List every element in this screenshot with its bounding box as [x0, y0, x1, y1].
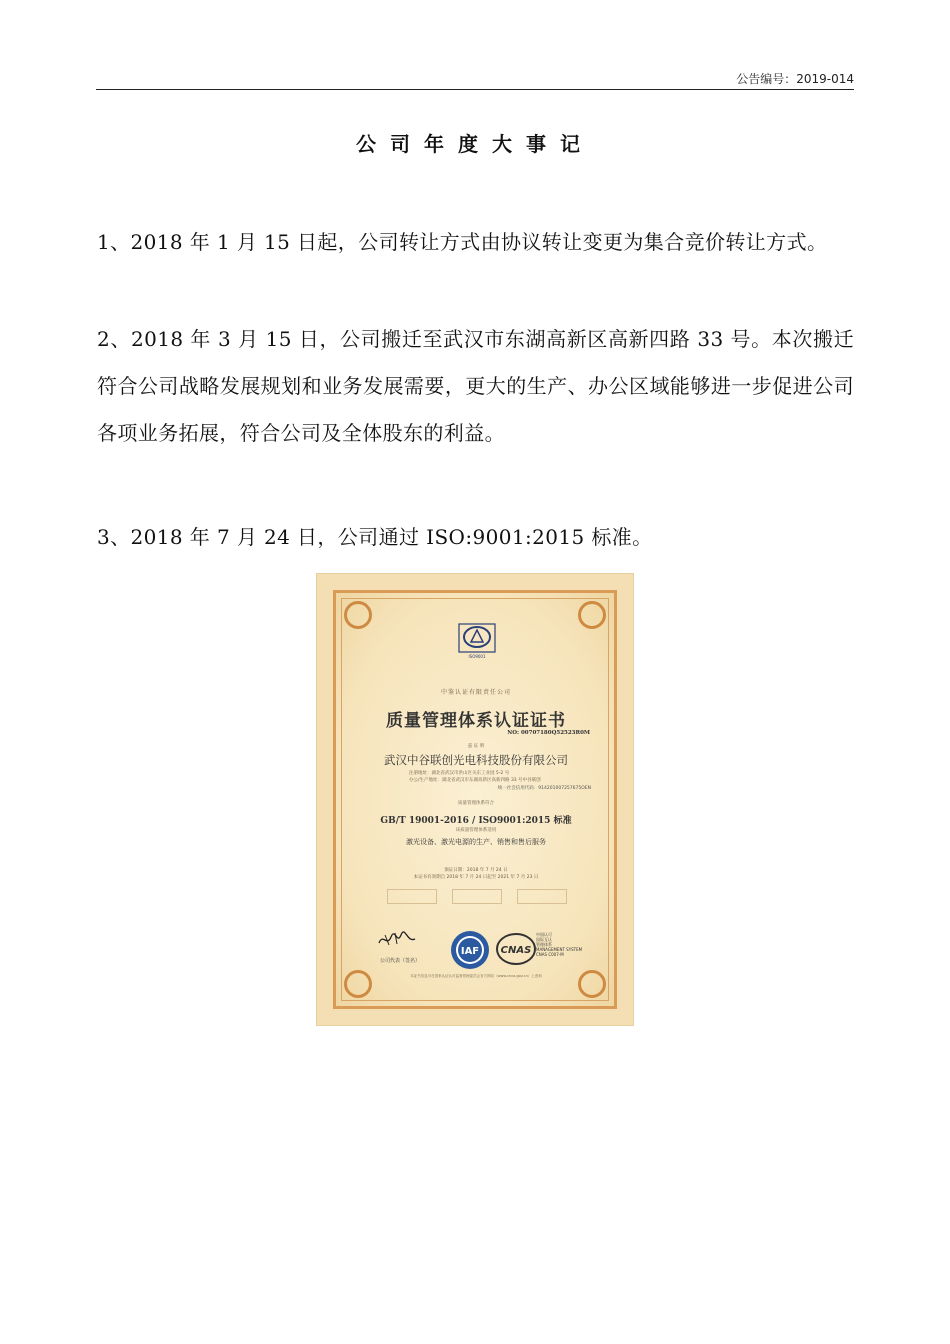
- cnas-info: 中国认可 国际互认 管理体系 MANAGEMENT SYSTEM CNAS C007-M: [536, 932, 583, 957]
- surveillance-box: [452, 889, 502, 904]
- paragraph-2: 2、2018 年 3 月 15 日，公司搬迁至武汉市东湖高新区高新四路 33 号。本次搬迁符合公司战略发展规划和业务发展需要，更大的生产、办公区域能够进一步促进公司各项业务拓展，符合公司及全体股东的利益。: [97, 327, 854, 445]
- validity-period: 本证书有效期自 2018 年 7 月 24 日起至 2021 年 7 月 23 日: [413, 875, 539, 880]
- office-address: 办公/生产地址：湖北省武汉市东湖高新区高新四路 33 号中谷联创: [409, 778, 541, 783]
- certificate-footer: 本证书信息可在国家认证认可监督管理委员会官方网站（www.cnca.gov.cn）上查询: [410, 974, 542, 978]
- certification-logo-icon: [457, 623, 497, 653]
- surveillance-box: [517, 889, 567, 904]
- iaf-logo-icon: [450, 930, 490, 970]
- surveillance-boxes: [387, 889, 567, 904]
- page-title: 公司年度大事记: [356, 132, 594, 156]
- surveillance-box: [387, 889, 437, 904]
- signature-icon: [377, 929, 417, 949]
- paragraph-3: 3、2018 年 7 月 24 日，公司通过 ISO:9001:2015 标准。: [97, 525, 653, 549]
- cnas-logo-icon: [495, 931, 537, 967]
- ornament-icon: [578, 601, 606, 629]
- certificate-standard: GB/T 19001-2016 / ISO9001:2015 标准: [380, 816, 572, 826]
- scope-line: 该质量管理体系适用: [455, 828, 497, 833]
- registered-address: 注册地址：湖北省武汉市洪山区关东工业园 5-2 号: [409, 771, 510, 776]
- paragraph-1: 1、2018 年 1 月 15 日起，公司转让方式由协议转让变更为集合竞价转让方式。: [97, 230, 828, 254]
- cnas-text: CNAS: [500, 945, 532, 956]
- signer-label: 公司代表（签名）: [380, 958, 421, 964]
- issue-date: 颁证日期：2018 年 7 月 24 日: [444, 868, 508, 873]
- certificate-number: NO: 00707180Q52523R0M: [507, 730, 590, 736]
- credit-code: 统一社会信用代码：914201007257675OEN: [497, 786, 591, 791]
- iso-certificate-image: [316, 573, 634, 1026]
- certificate-company: 武汉中谷联创光电科技股份有限公司: [384, 753, 568, 767]
- ornament-icon: [344, 601, 372, 629]
- logo-label: ISO9001: [468, 654, 486, 659]
- certify-line: 兹 证 明: [467, 744, 485, 749]
- certificate-scope: 激光设备、激光电源的生产、销售和售后服务: [406, 838, 546, 846]
- conform-line: 质量管理体系符合: [458, 801, 494, 806]
- certificate-title: 质量管理体系认证证书: [386, 711, 566, 731]
- certificate-issuer: 中鉴认证有限责任公司: [440, 689, 511, 696]
- iaf-text: IAF: [460, 946, 480, 957]
- announcement-number: 公告编号：2019-014: [736, 72, 854, 86]
- header-divider: [96, 89, 854, 90]
